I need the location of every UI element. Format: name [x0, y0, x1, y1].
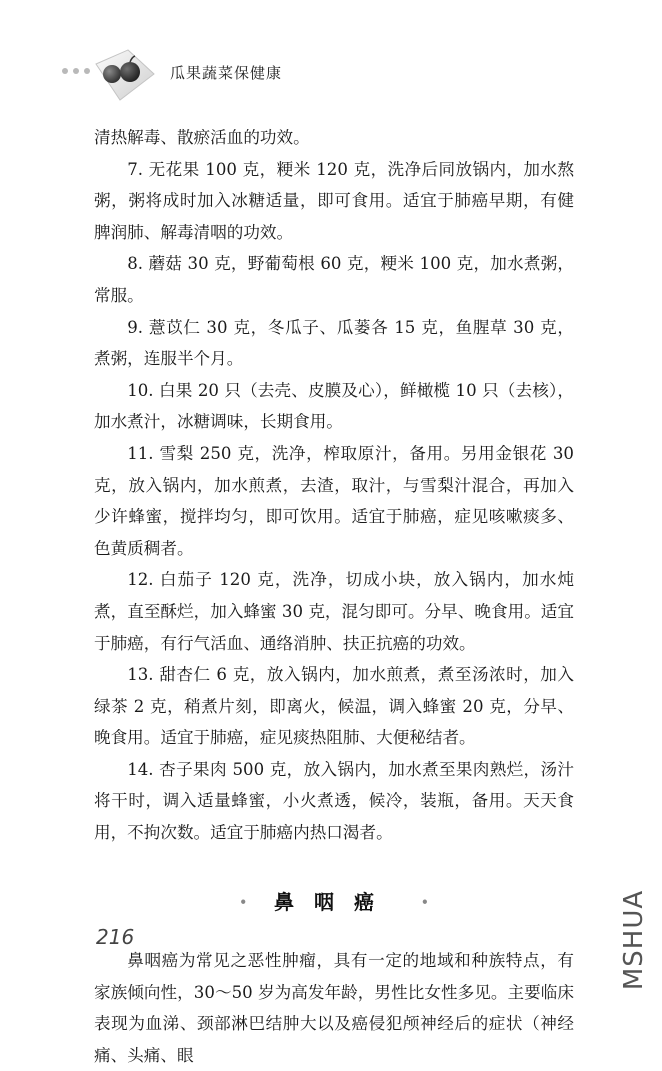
paragraph-recipe-14: 14. 杏子果肉 500 克，放入锅内，加水煮至果肉熟烂，汤汁将干时，调入适量蜂蜜，小火煮透，候冷，装瓶，备用。天天食用，不拘次数。适宜于肺癌内热口渴者。: [94, 759, 574, 843]
watermark: [604, 880, 662, 1000]
bullet-dot-icon: •: [239, 895, 248, 910]
paragraph-recipe-7: 7. 无花果 100 克，粳米 120 克，洗净后同放锅内，加水熬粥，粥将成时加入冰糖适量，即可食用。适宜于肺癌早期，有健脾润肺、解毒清咽的功效。: [94, 159, 574, 242]
watermark-text: MSHUA: [619, 889, 649, 991]
paragraph-recipe-10: 10. 白果 20 只（去壳、皮膜及心），鲜橄榄 10 只（去核），加水煮汁，冰糖调味，长期食用。: [94, 380, 574, 432]
paragraph-recipe-9: 9. 薏苡仁 30 克，冬瓜子、瓜蒌各 15 克，鱼腥草 30 克，煮粥，连服半个月。: [94, 317, 574, 369]
paragraph-continued: 清热解毒、散瘀活血的功效。: [94, 128, 310, 147]
fruit-plate-icon: [92, 46, 156, 102]
page-body: [94, 122, 574, 1071]
header-dots: [62, 68, 90, 74]
section-intro: 鼻咽癌为常见之恶性肿瘤，具有一定的地域和种族特点，有家族倾向性，30～50 岁为高发年龄，男性比女性多见。主要临床表现为血涕、颈部淋巴结肿大以及癌侵犯颅神经后的症状（神经痛、头痛、眼: [94, 950, 574, 1065]
section-heading: [94, 887, 574, 919]
page-number: 216: [96, 925, 135, 949]
paragraph-recipe-12: 12. 白茄子 120 克，洗净，切成小块，放入锅内，加水炖煮，直至酥烂，加入蜂蜜 30 克，混匀即可。分早、晚食用。适宜于肺癌，有行气活血、通络消肿、扶正抗癌的功效。: [94, 570, 574, 653]
paragraph-recipe-11: 11. 雪梨 250 克，洗净，榨取原汁，备用。另用金银花 30 克，放入锅内，加水煎煮，去渣，取汁，与雪梨汁混合，再加入少许蜂蜜，搅拌均匀，即可饮用。适宜于肺癌，症见咳嗽痰多、色黄质稠者。: [94, 443, 574, 558]
paragraph-recipe-13: 13. 甜杏仁 6 克，放入锅内，加水煎煮，煮至汤浓时，加入绿茶 2 克，稍煮片刻，即离火，候温，调入蜂蜜 20 克，分早、晚食用。适宜于肺癌，症见痰热阻肺、大便秘结者。: [94, 665, 574, 748]
bullet-dot-icon: •: [420, 895, 429, 910]
header-title: 瓜果蔬菜保健康: [170, 64, 283, 82]
running-header: [0, 0, 662, 110]
paragraph-recipe-8: 8. 蘑菇 30 克，野葡萄根 60 克，粳米 100 克，加水煮粥，常服。: [94, 254, 574, 305]
section-title: 鼻咽癌: [274, 889, 394, 914]
